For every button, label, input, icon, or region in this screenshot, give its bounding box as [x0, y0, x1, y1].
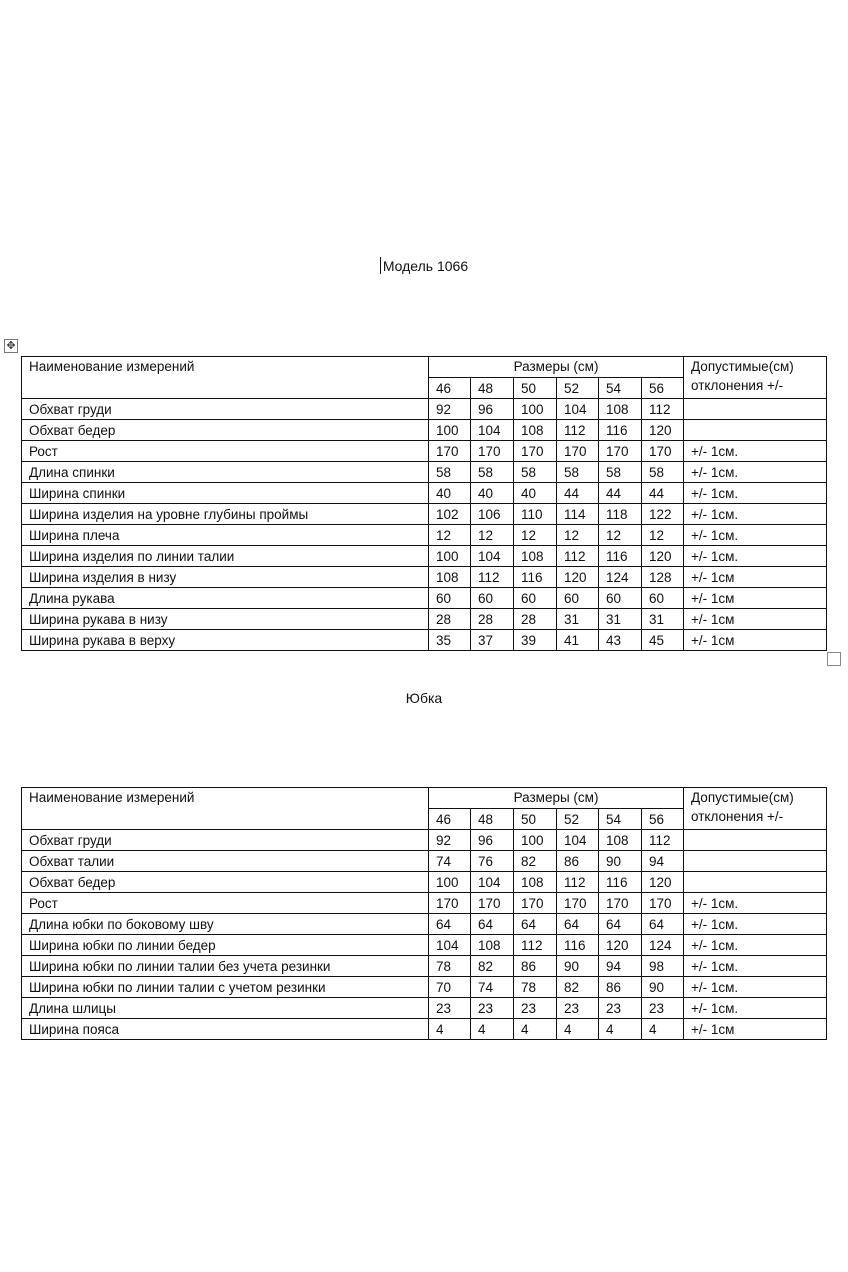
value-cell: 100 [514, 399, 557, 420]
table-row [22, 420, 827, 441]
value-cell: 100 [429, 420, 471, 441]
value-cell: 4 [599, 1019, 642, 1040]
value-cell: 40 [471, 483, 514, 504]
value-cell: 4 [642, 1019, 684, 1040]
measurement-name-cell: Рост [22, 893, 429, 914]
value-cell: 170 [471, 441, 514, 462]
value-cell: 12 [471, 525, 514, 546]
value-cell: 108 [514, 872, 557, 893]
measurement-name-cell: Длина спинки [22, 462, 429, 483]
table-move-icon[interactable]: ✥ [4, 339, 18, 353]
value-cell: 4 [557, 1019, 599, 1040]
header-row [22, 357, 827, 378]
value-cell: 45 [642, 630, 684, 651]
table-resize-handle[interactable] [827, 652, 841, 666]
size-cell: 50 [514, 809, 557, 830]
value-cell: 116 [514, 567, 557, 588]
value-cell: 112 [642, 399, 684, 420]
measurement-name-cell: Ширина пояса [22, 1019, 429, 1040]
value-cell: 64 [471, 914, 514, 935]
tolerance-cell [684, 872, 827, 893]
model-title [0, 257, 848, 275]
skirt-title: Юбка [405, 690, 443, 706]
value-cell: 112 [642, 830, 684, 851]
table-row [22, 1019, 827, 1040]
value-cell: 28 [514, 609, 557, 630]
value-cell: 64 [599, 914, 642, 935]
value-cell: 23 [642, 998, 684, 1019]
value-cell: 170 [557, 893, 599, 914]
value-cell: 74 [471, 977, 514, 998]
value-cell: 122 [642, 504, 684, 525]
value-cell: 92 [429, 399, 471, 420]
value-cell: 12 [599, 525, 642, 546]
value-cell: 108 [599, 830, 642, 851]
table-row [22, 483, 827, 504]
measurement-name-cell: Длина шлицы [22, 998, 429, 1019]
size-cell: 46 [429, 809, 471, 830]
value-cell: 170 [471, 893, 514, 914]
value-cell: 60 [599, 588, 642, 609]
value-cell: 116 [599, 872, 642, 893]
measurement-name-cell: Обхват бедер [22, 872, 429, 893]
value-cell: 120 [642, 420, 684, 441]
value-cell: 104 [429, 935, 471, 956]
value-cell: 64 [514, 914, 557, 935]
table-row [22, 441, 827, 462]
measurement-name-cell: Ширина юбки по линии бедер [22, 935, 429, 956]
value-cell: 90 [557, 956, 599, 977]
value-cell: 12 [429, 525, 471, 546]
value-cell: 94 [642, 851, 684, 872]
value-cell: 120 [557, 567, 599, 588]
value-cell: 40 [429, 483, 471, 504]
tolerance-cell [684, 851, 827, 872]
value-cell: 44 [642, 483, 684, 504]
size-cell: 46 [429, 378, 471, 399]
value-cell: 4 [471, 1019, 514, 1040]
measurement-name-cell: Ширина плеча [22, 525, 429, 546]
value-cell: 96 [471, 399, 514, 420]
value-cell: 112 [557, 872, 599, 893]
tolerance-cell: +/- 1см. [684, 483, 827, 504]
size-cell: 56 [642, 809, 684, 830]
value-cell: 170 [557, 441, 599, 462]
size-cell: 52 [557, 378, 599, 399]
value-cell: 170 [642, 441, 684, 462]
value-cell: 60 [429, 588, 471, 609]
header-tolerance-line-1: Допустимые(см) [691, 359, 794, 374]
tolerance-cell: +/- 1см. [684, 977, 827, 998]
value-cell: 108 [514, 420, 557, 441]
tolerance-cell: +/- 1см. [684, 935, 827, 956]
jacket-measurements-table [21, 356, 827, 651]
value-cell: 12 [557, 525, 599, 546]
value-cell: 170 [429, 893, 471, 914]
tolerance-cell: +/- 1см. [684, 914, 827, 935]
table-row [22, 546, 827, 567]
value-cell: 100 [514, 830, 557, 851]
value-cell: 128 [642, 567, 684, 588]
measurement-name-cell: Ширина спинки [22, 483, 429, 504]
table-row [22, 893, 827, 914]
tolerance-cell: +/- 1см. [684, 441, 827, 462]
tolerance-cell: +/- 1см [684, 1019, 827, 1040]
measurement-name-cell: Ширина изделия по линии талии [22, 546, 429, 567]
value-cell: 94 [599, 956, 642, 977]
value-cell: 108 [471, 935, 514, 956]
value-cell: 39 [514, 630, 557, 651]
header-tolerance-line-2: отклонения +/- [691, 809, 784, 824]
value-cell: 112 [471, 567, 514, 588]
tolerance-cell: +/- 1см. [684, 525, 827, 546]
value-cell: 116 [599, 546, 642, 567]
value-cell: 100 [429, 872, 471, 893]
value-cell: 31 [642, 609, 684, 630]
value-cell: 112 [514, 935, 557, 956]
value-cell: 96 [471, 830, 514, 851]
value-cell: 90 [599, 851, 642, 872]
value-cell: 58 [599, 462, 642, 483]
skirt-measurements-table [21, 787, 827, 1040]
table-row [22, 914, 827, 935]
measurement-name-cell: Обхват бедер [22, 420, 429, 441]
value-cell: 114 [557, 504, 599, 525]
header-tolerance-line-1: Допустимые(см) [691, 790, 794, 805]
tolerance-cell: +/- 1см [684, 609, 827, 630]
table-row [22, 504, 827, 525]
value-cell: 64 [429, 914, 471, 935]
value-cell: 64 [557, 914, 599, 935]
value-cell: 104 [557, 830, 599, 851]
value-cell: 40 [514, 483, 557, 504]
value-cell: 120 [642, 546, 684, 567]
table-row [22, 462, 827, 483]
value-cell: 37 [471, 630, 514, 651]
value-cell: 60 [471, 588, 514, 609]
table-row [22, 525, 827, 546]
value-cell: 58 [471, 462, 514, 483]
tolerance-cell: +/- 1см. [684, 546, 827, 567]
header-tolerance-cell [684, 788, 827, 830]
value-cell: 124 [642, 935, 684, 956]
value-cell: 82 [471, 956, 514, 977]
value-cell: 23 [557, 998, 599, 1019]
size-cell: 50 [514, 378, 557, 399]
value-cell: 170 [514, 441, 557, 462]
value-cell: 43 [599, 630, 642, 651]
value-cell: 98 [642, 956, 684, 977]
tolerance-cell: +/- 1см [684, 630, 827, 651]
table-row [22, 588, 827, 609]
tolerance-cell: +/- 1см. [684, 998, 827, 1019]
tolerance-cell [684, 830, 827, 851]
header-name-cell: Наименование измерений [22, 788, 429, 830]
value-cell: 23 [471, 998, 514, 1019]
value-cell: 104 [471, 420, 514, 441]
value-cell: 104 [471, 546, 514, 567]
value-cell: 60 [557, 588, 599, 609]
measurement-name-cell: Ширина изделия в низу [22, 567, 429, 588]
value-cell: 86 [514, 956, 557, 977]
value-cell: 12 [514, 525, 557, 546]
value-cell: 120 [599, 935, 642, 956]
table-row [22, 935, 827, 956]
table-row [22, 830, 827, 851]
value-cell: 106 [471, 504, 514, 525]
value-cell: 23 [599, 998, 642, 1019]
value-cell: 86 [557, 851, 599, 872]
value-cell: 60 [514, 588, 557, 609]
value-cell: 108 [514, 546, 557, 567]
value-cell: 116 [599, 420, 642, 441]
table-row [22, 567, 827, 588]
value-cell: 44 [557, 483, 599, 504]
size-cell: 56 [642, 378, 684, 399]
value-cell: 108 [599, 399, 642, 420]
text-cursor [380, 257, 381, 274]
header-name-cell: Наименование измерений [22, 357, 429, 399]
value-cell: 35 [429, 630, 471, 651]
value-cell: 4 [429, 1019, 471, 1040]
table-row [22, 609, 827, 630]
value-cell: 90 [642, 977, 684, 998]
value-cell: 4 [514, 1019, 557, 1040]
header-tolerance-cell [684, 357, 827, 399]
model-title-text: Модель 1066 [382, 258, 469, 274]
size-cell: 52 [557, 809, 599, 830]
value-cell: 100 [429, 546, 471, 567]
header-sizes-cell: Размеры (см) [429, 788, 684, 809]
value-cell: 28 [471, 609, 514, 630]
value-cell: 82 [557, 977, 599, 998]
value-cell: 170 [429, 441, 471, 462]
value-cell: 58 [514, 462, 557, 483]
size-cell: 54 [599, 809, 642, 830]
measurement-name-cell: Ширина юбки по линии талии с учетом резинки [22, 977, 429, 998]
value-cell: 23 [514, 998, 557, 1019]
measurement-name-cell: Длина рукава [22, 588, 429, 609]
value-cell: 31 [557, 609, 599, 630]
value-cell: 104 [557, 399, 599, 420]
value-cell: 82 [514, 851, 557, 872]
value-cell: 58 [642, 462, 684, 483]
measurement-name-cell: Ширина рукава в низу [22, 609, 429, 630]
size-cell: 48 [471, 809, 514, 830]
value-cell: 41 [557, 630, 599, 651]
value-cell: 104 [471, 872, 514, 893]
value-cell: 31 [599, 609, 642, 630]
value-cell: 170 [599, 893, 642, 914]
value-cell: 23 [429, 998, 471, 1019]
table-row [22, 977, 827, 998]
tolerance-cell: +/- 1см. [684, 504, 827, 525]
value-cell: 120 [642, 872, 684, 893]
value-cell: 170 [514, 893, 557, 914]
tolerance-cell: +/- 1см [684, 567, 827, 588]
table-row [22, 851, 827, 872]
value-cell: 124 [599, 567, 642, 588]
value-cell: 92 [429, 830, 471, 851]
measurement-name-cell: Обхват талии [22, 851, 429, 872]
value-cell: 12 [642, 525, 684, 546]
value-cell: 118 [599, 504, 642, 525]
value-cell: 102 [429, 504, 471, 525]
header-row [22, 788, 827, 809]
value-cell: 116 [557, 935, 599, 956]
measurement-name-cell: Ширина изделия на уровне глубины проймы [22, 504, 429, 525]
value-cell: 112 [557, 420, 599, 441]
value-cell: 86 [599, 977, 642, 998]
value-cell: 170 [599, 441, 642, 462]
table-row [22, 956, 827, 977]
value-cell: 70 [429, 977, 471, 998]
header-sizes-cell: Размеры (см) [429, 357, 684, 378]
tolerance-cell: +/- 1см. [684, 956, 827, 977]
value-cell: 64 [642, 914, 684, 935]
measurement-name-cell: Обхват груди [22, 830, 429, 851]
measurement-name-cell: Ширина юбки по линии талии без учета резинки [22, 956, 429, 977]
table-row [22, 630, 827, 651]
value-cell: 108 [429, 567, 471, 588]
value-cell: 58 [557, 462, 599, 483]
value-cell: 112 [557, 546, 599, 567]
tolerance-cell [684, 420, 827, 441]
header-tolerance-line-2: отклонения +/- [691, 378, 784, 393]
tolerance-cell [684, 399, 827, 420]
table-row [22, 872, 827, 893]
value-cell: 170 [642, 893, 684, 914]
value-cell: 110 [514, 504, 557, 525]
size-cell: 54 [599, 378, 642, 399]
tolerance-cell: +/- 1см [684, 588, 827, 609]
tolerance-cell: +/- 1см. [684, 893, 827, 914]
table-row [22, 998, 827, 1019]
tolerance-cell: +/- 1см. [684, 462, 827, 483]
measurement-name-cell: Рост [22, 441, 429, 462]
value-cell: 28 [429, 609, 471, 630]
value-cell: 60 [642, 588, 684, 609]
size-cell: 48 [471, 378, 514, 399]
table-row [22, 399, 827, 420]
measurement-name-cell: Длина юбки по боковому шву [22, 914, 429, 935]
measurement-name-cell: Ширина рукава в верху [22, 630, 429, 651]
value-cell: 76 [471, 851, 514, 872]
value-cell: 78 [429, 956, 471, 977]
value-cell: 74 [429, 851, 471, 872]
value-cell: 78 [514, 977, 557, 998]
measurement-name-cell: Обхват груди [22, 399, 429, 420]
value-cell: 58 [429, 462, 471, 483]
value-cell: 44 [599, 483, 642, 504]
